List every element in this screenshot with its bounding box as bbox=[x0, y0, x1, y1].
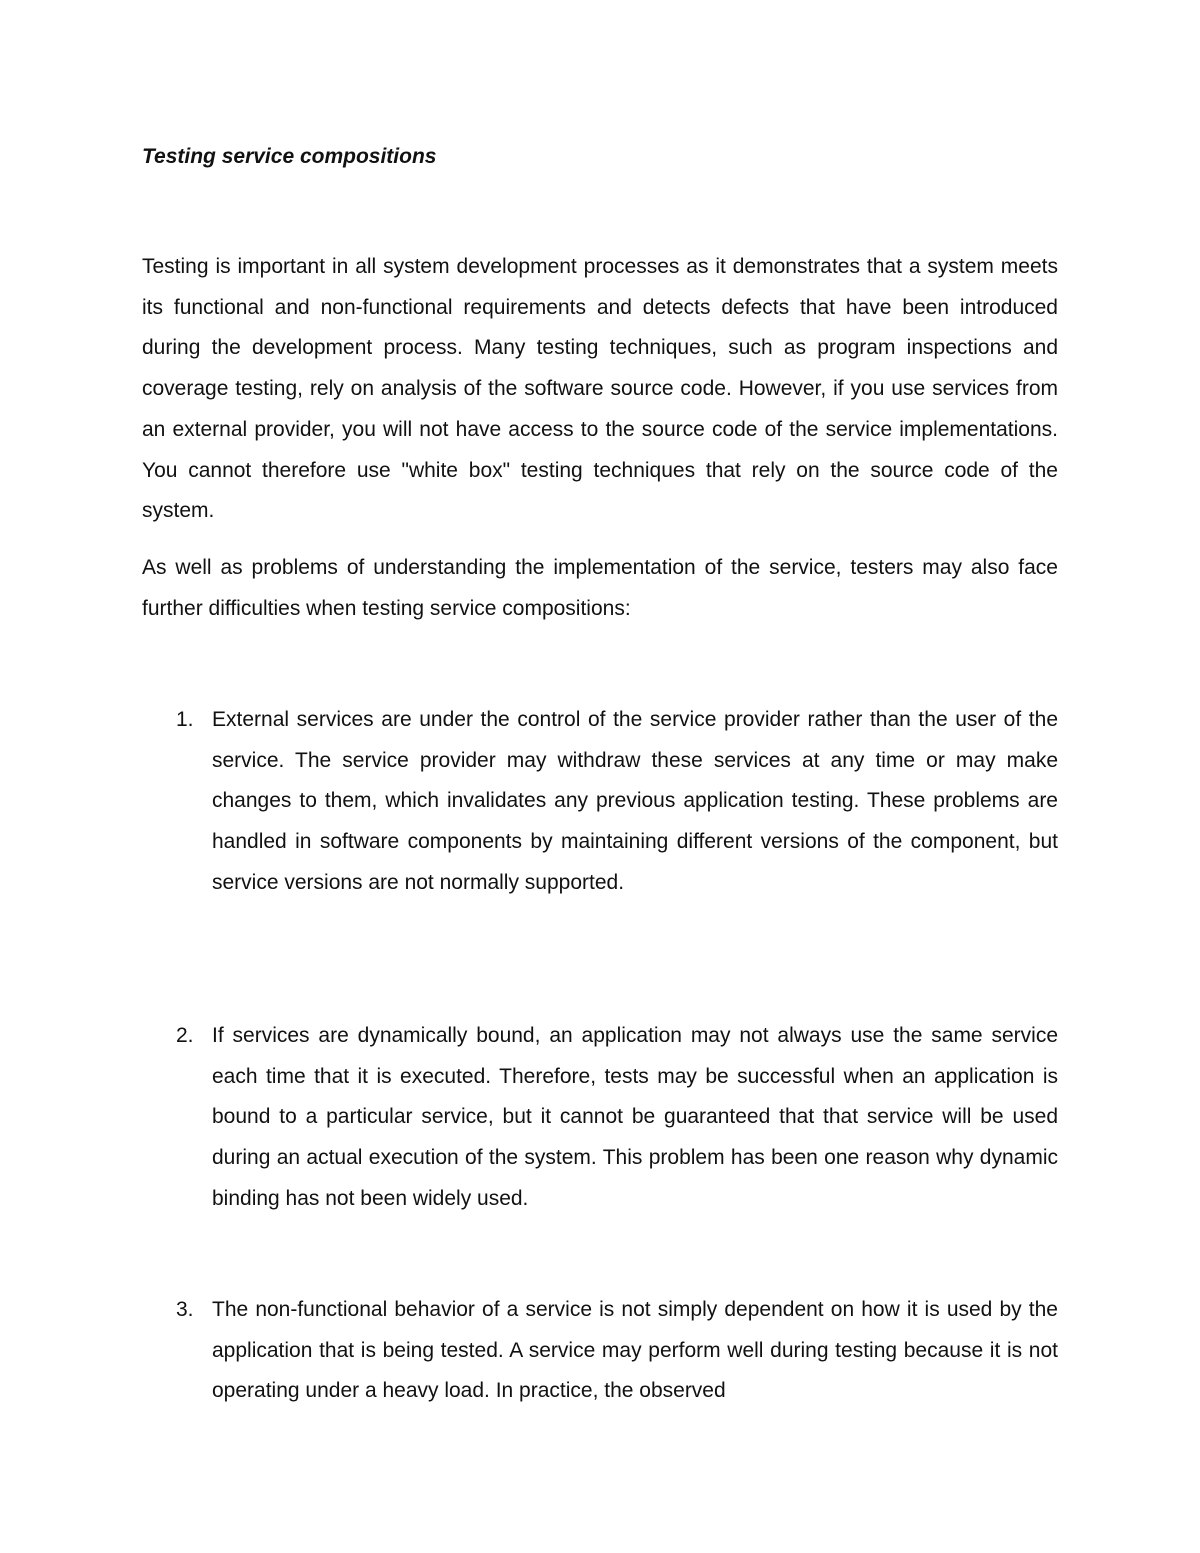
list-number: 1. bbox=[176, 708, 194, 731]
document-title: Testing service compositions bbox=[142, 145, 437, 168]
list-item-text: The non-functional behavior of a service is not simply dependent on how it is used by the application that is being tested. A service may perform well during testing because it is not operating under a heavy load. In practice, the observed bbox=[212, 1298, 1058, 1403]
list-number: 3. bbox=[176, 1298, 194, 1321]
list-number: 2. bbox=[176, 1024, 194, 1047]
paragraph-difficulties: As well as problems of understanding the implementation of the service, testers may also face further difficulties when testing service compositions: bbox=[142, 556, 1058, 620]
list-item-text: External services are under the control of the service provider rather than the user of the service. The service provider may withdraw these services at any time or may make changes to them, which invalidates any previous application testing. These problems are handled in software components by maintaining different versions of the component, but service versions are not normally supported. bbox=[212, 708, 1058, 894]
list-item-text: If services are dynamically bound, an application may not always use the same service each time that it is executed. Therefore, tests may be successful when an application is bound to a particular service, but it cannot be guaranteed that that service will be used during an actual execution of the system. This problem has been one reason why dynamic binding has not been widely used. bbox=[212, 1024, 1058, 1210]
paragraph-intro: Testing is important in all system development processes as it demonstrates that a system meets its functional and non-functional requirements and detects defects that have been introduced during the development process. Many testing techniques, such as program inspections and coverage testing, rely on analysis of the software source code. However, if you use services from an external provider, you will not have access to the source code of the service implementations. You cannot therefore use "white box" testing techniques that rely on the source code of the system. bbox=[142, 255, 1058, 523]
